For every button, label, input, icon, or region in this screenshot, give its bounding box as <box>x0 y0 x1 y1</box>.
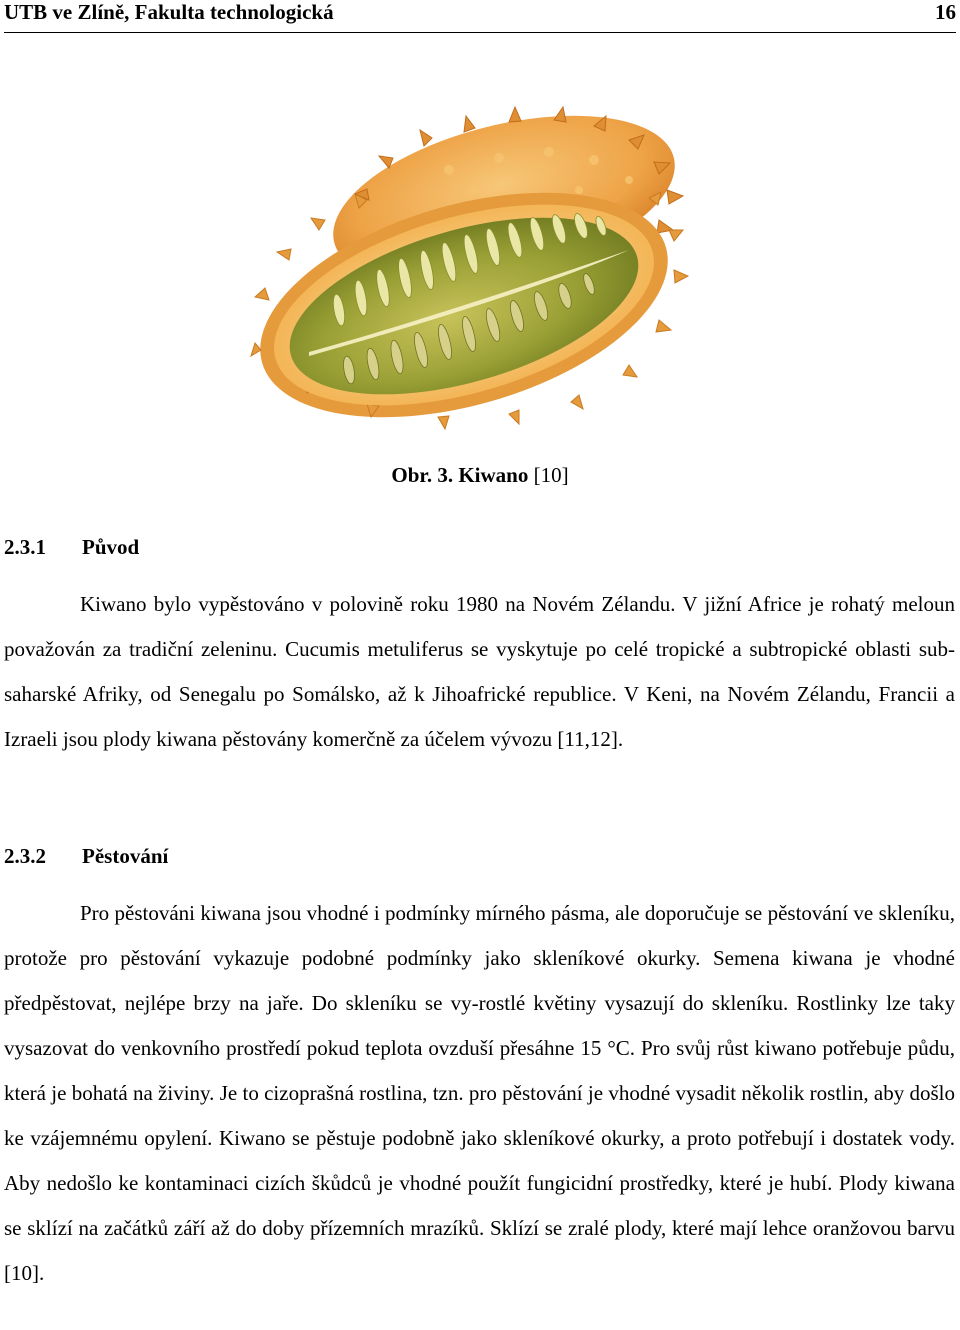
kiwano-photo <box>249 80 708 432</box>
figure-caption-ref: [10] <box>533 463 569 487</box>
section-number: 2.3.1 <box>4 535 46 559</box>
section-number: 2.3.2 <box>4 844 46 868</box>
page-header <box>4 0 956 33</box>
section-paragraph-puvod: Kiwano bylo vypěstováno v polovině roku 1980 na Novém Zélandu. V jižní Africe je rohatý meloun považován za tradiční zeleninu. Cucumis metuliferus se vyskytuje po celé tropické a subtropické oblasti sub-saharské Afriky, od Senegalu po Somálsko, až k Jihoafrické republice. V Keni, na Novém Zélandu, Francii a Izraeli jsou plody kiwana pěstovány komerčně za účelem vývozu [11,12]. <box>4 592 955 751</box>
figure-caption <box>0 462 960 488</box>
section-heading-puvod <box>4 534 139 560</box>
figure-caption-label: Obr. 3. Kiwano <box>391 463 529 487</box>
section-title: Pěstování <box>82 844 169 868</box>
section-heading-pestovani <box>4 843 168 869</box>
header-title: UTB ve Zlíně, Fakulta technologická <box>4 0 334 24</box>
section-title: Původ <box>82 535 140 559</box>
section-paragraph-pestovani: Pro pěstováni kiwana jsou vhodné i podmínky mírného pásma, ale doporučuje se pěstování ve skleníku, protože pro pěstování vykazuje podobné podmínky jako skleníkové okurky. Semena kiwana je vhodné předpěstovat, nejlépe brzy na jaře. Do skleníku se vy-rostlé květiny vysazují do skleníku. Rostlinky lze taky vysazovat do venkovního prostředí pokud teplota ovzduší přesáhne 15 °C. Pro svůj růst kiwano potřebuje půdu, která je bohatá na živiny. Je to cizoprašná rostlina, tzn. pro pěstování je vhodné vysadit několik rostlin, aby došlo ke vzájemnému opylení. Kiwano se pěstuje podobně jako skleníkové okurky, a proto potřebují i dostatek vody. Aby nedošlo ke kontaminaci cizích škůdců je vhodné použít fungicidní prostředky, které je hubí. Plody kiwana se sklízí na začátků září až do doby přízemních mrazíků. Sklízí se zralé plody, které mají lehce oranžovou barvu [10]. <box>4 901 955 1285</box>
page-number: 16 <box>935 0 956 24</box>
